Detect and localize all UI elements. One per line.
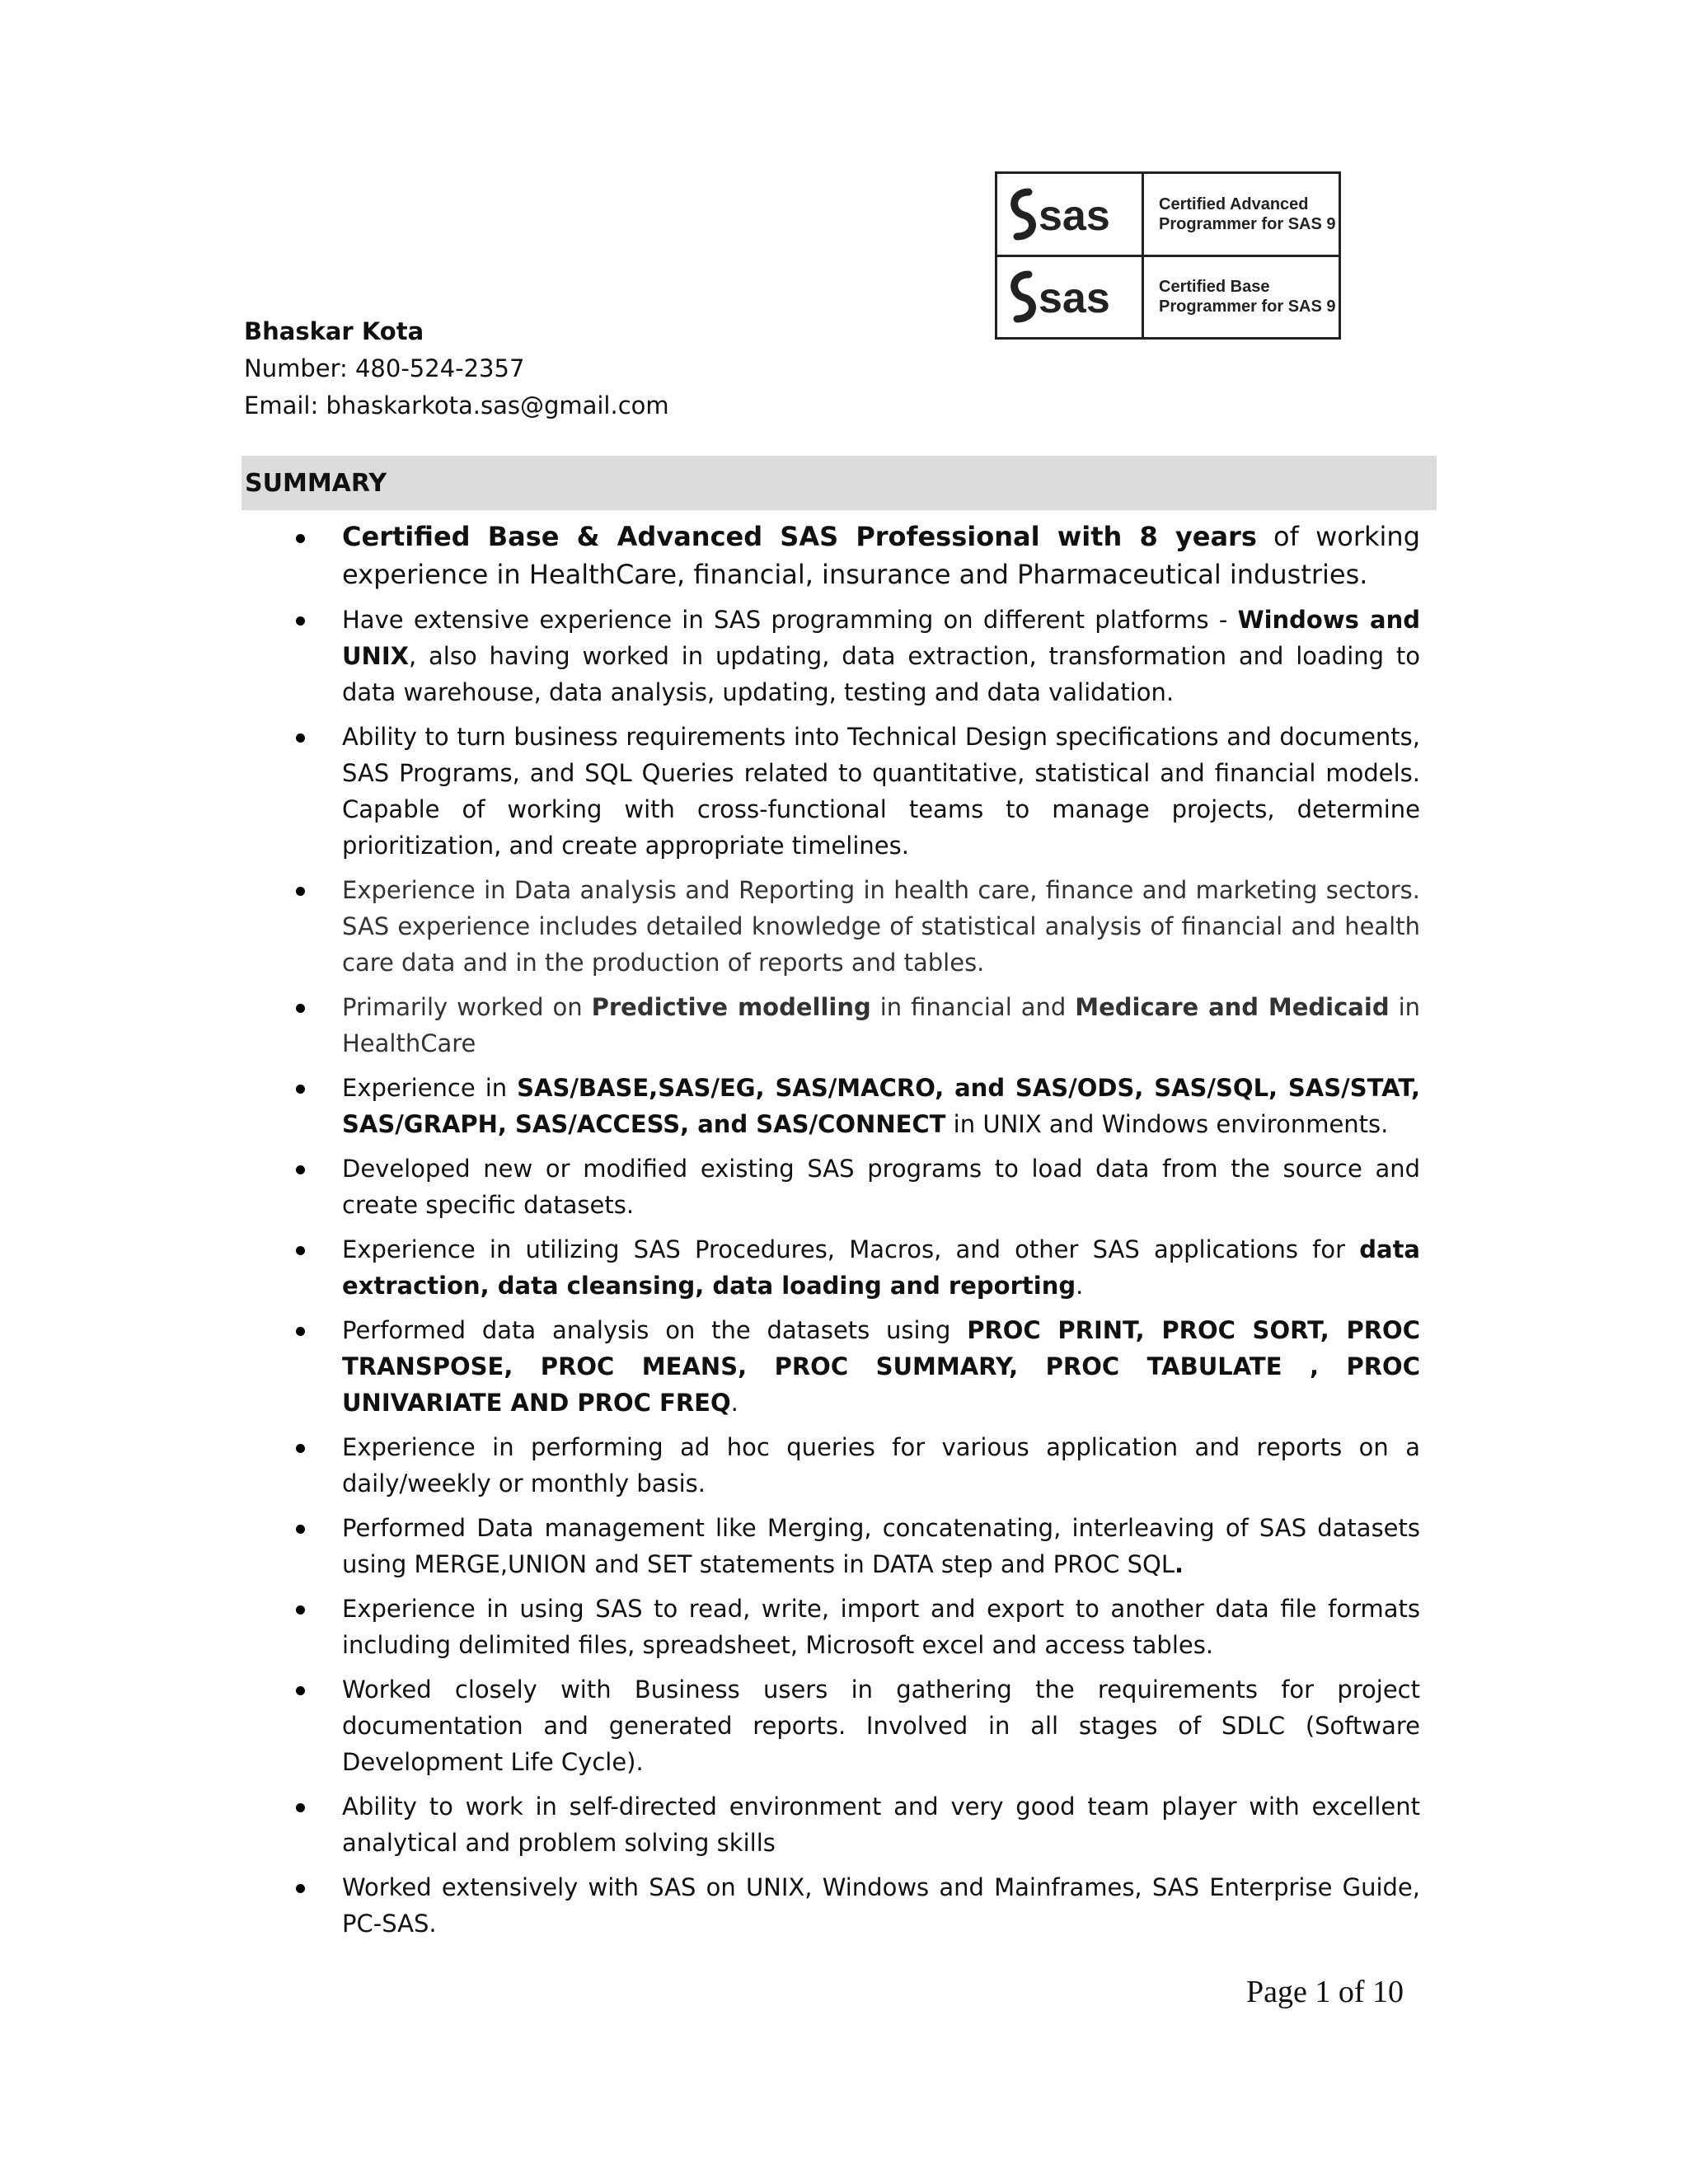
summary-bullet (291, 1869, 1420, 1942)
summary-list (291, 518, 1420, 1950)
bullet-text: Experience in Data analysis and Reporting in health care, finance and marketing sectors. SAS experience includes detailed knowledge of statistical analysis of financial and health care data and in the production of reports and tables. (342, 876, 1420, 977)
logo-line1: Certified Advanced (1159, 194, 1309, 213)
summary-bullet (291, 602, 1420, 710)
certification-logos (995, 171, 1341, 340)
email-address: Email: bhaskarkota.sas@gmail.com (244, 391, 669, 419)
bullet-text-bold: PROC PRINT, PROC SORT, PROC TRANSPOSE, PROC MEANS, PROC SUMMARY, PROC TABULATE , PROC UNIVARIATE AND PROC FREQ (342, 1316, 1420, 1417)
summary-bullet (291, 989, 1420, 1062)
bullet-icon (296, 616, 305, 626)
bullet-text: Ability to turn business requirements into Technical Design specifications and documents, SAS Programs, and SQL Queries related to quantitative, statistical and financial models. Capable of working with cross-functional teams to manage projects, determine prioritization, and create appropriate timelines. (342, 723, 1420, 860)
contact-block (244, 313, 669, 424)
bullet-text: . (730, 1389, 738, 1417)
bullet-text-bold: . (1174, 1550, 1184, 1578)
bullet-text-bold: Certified Base & Advanced SAS Professional with 8 years (342, 521, 1257, 552)
sas-logo-icon (997, 257, 1144, 338)
logo-line2: Programmer for SAS 9 (1159, 298, 1336, 316)
summary-bullet (291, 1788, 1420, 1861)
bullet-text: of working experience in HealthCare, financial, insurance and Pharmaceutical industries. (342, 521, 1421, 590)
logo-line2: Programmer for SAS 9 (1159, 214, 1336, 233)
bullet-text-bold: Predictive modelling (591, 993, 871, 1021)
bullet-icon (296, 534, 305, 543)
bullet-text-bold: data extraction, data cleansing, data loading and reporting (342, 1235, 1420, 1300)
bullet-icon (296, 1686, 305, 1695)
bullet-icon (296, 1884, 305, 1893)
bullet-text: Worked closely with Business users in gathering the requirements for project documentation and generated reports. Involved in all stages of SDLC (Software Development Life Cycle). (342, 1675, 1420, 1776)
sas-logo-icon (997, 174, 1144, 255)
logo-base (997, 257, 1339, 338)
summary-bullet (291, 1591, 1420, 1663)
summary-section-header (241, 456, 1437, 510)
summary-bullet (291, 1312, 1420, 1421)
logo-advanced (997, 174, 1339, 257)
svg-text:sas: sas (1038, 191, 1110, 240)
bullet-text: . (1076, 1272, 1084, 1300)
bullet-text: Performed Data management like Merging, concatenating, interleaving of SAS datasets using MERGE,UNION and SET statements in DATA step and PROC SQL (342, 1514, 1420, 1578)
bullet-text: Experience in (342, 1074, 518, 1102)
bullet-text: in financial and (870, 993, 1076, 1021)
bullet-icon (296, 1327, 305, 1336)
bullet-text-bold: SAS/BASE,SAS/EG, SAS/MACRO, and SAS/ODS, SAS/SQL, SAS/STAT, SAS/GRAPH, SAS/ACCESS, and SAS/CONNECT (342, 1074, 1420, 1138)
bullet-text: in UNIX and Windows environments. (945, 1110, 1389, 1138)
bullet-text: , also having worked in updating, data extraction, transformation and loading to data warehouse, data analysis, updating, testing and data validation. (342, 642, 1420, 706)
bullet-icon (296, 1803, 305, 1812)
summary-bullet (291, 1671, 1420, 1780)
bullet-icon (296, 1246, 305, 1255)
summary-bullet (291, 1510, 1420, 1582)
bullet-icon (296, 733, 305, 743)
phone-number: Number: 480-524-2357 (244, 354, 525, 382)
bullet-icon (296, 1085, 305, 1094)
bullet-icon (296, 1165, 305, 1174)
bullet-icon (296, 1525, 305, 1534)
svg-text:sas: sas (1038, 274, 1110, 323)
page-number: Page 1 of 10 (1246, 1975, 1404, 2009)
summary-bullet (291, 518, 1420, 593)
summary-bullet (291, 1151, 1420, 1223)
summary-bullet (291, 1231, 1420, 1304)
bullet-text-bold: Windows and UNIX (342, 606, 1420, 670)
bullet-text: Performed data analysis on the datasets using (342, 1316, 968, 1344)
bullet-text: in HealthCare (342, 993, 1421, 1057)
bullet-text: Worked extensively with SAS on UNIX, Windows and Mainframes, SAS Enterprise Guide, PC-SAS. (342, 1873, 1420, 1938)
summary-bullet (291, 719, 1420, 864)
section-title: SUMMARY (245, 468, 387, 498)
bullet-text: Primarily worked on (342, 993, 592, 1021)
summary-bullet (291, 1429, 1420, 1502)
bullet-text: Experience in performing ad hoc queries for various application and reports on a daily/weekly or monthly basis. (342, 1433, 1420, 1497)
logo-line1: Certified Base (1159, 278, 1270, 297)
bullet-text-bold: Medicare and Medicaid (1075, 993, 1390, 1021)
bullet-text: Have extensive experience in SAS programming on different platforms - (342, 606, 1238, 634)
bullet-text: Developed new or modified existing SAS programs to load data from the source and create specific datasets. (342, 1155, 1420, 1219)
bullet-text: Experience in utilizing SAS Procedures, Macros, and other SAS applications for (342, 1235, 1360, 1263)
bullet-icon (296, 887, 305, 896)
summary-bullet (291, 1070, 1420, 1142)
bullet-icon (296, 1004, 305, 1013)
bullet-text: Ability to work in self-directed environment and very good team player with excellent analytical and problem solving skills (342, 1793, 1420, 1857)
bullet-icon (296, 1605, 305, 1615)
summary-bullet (291, 872, 1420, 981)
candidate-name: Bhaskar Kota (244, 317, 424, 345)
bullet-icon (296, 1444, 305, 1453)
bullet-text: Experience in using SAS to read, write, import and export to another data file formats including delimited files, spreadsheet, Microsoft excel and access tables. (342, 1595, 1420, 1659)
